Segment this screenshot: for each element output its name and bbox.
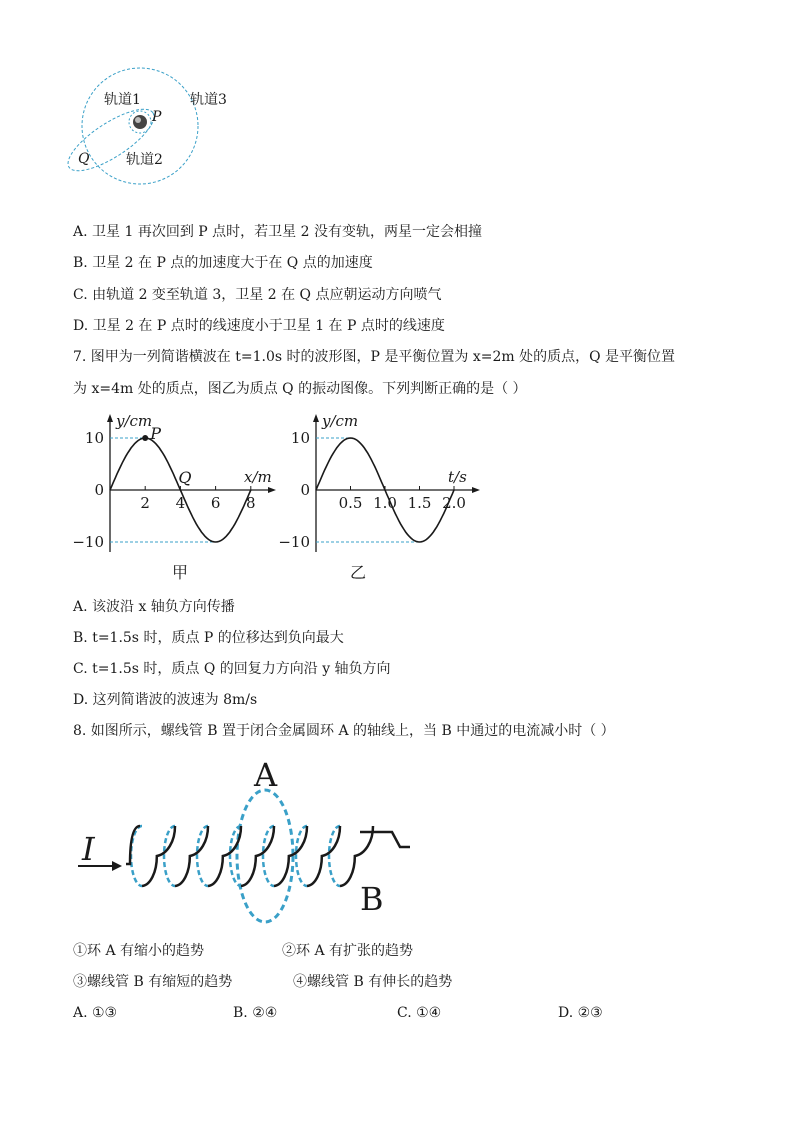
orbit-figure: [60, 60, 260, 190]
q7-stem-line1: 7. 图甲为一列简谐横波在 t=1.0s 时的波形图，P 是平衡位置为 x=2m 处的质点，Q 是平衡位置: [73, 349, 676, 365]
q7-option-d: D. 这列简谐波的波速为 8m/s: [73, 692, 258, 708]
current-i-label: I: [82, 830, 95, 868]
q8-statement-1: ①环 A 有缩小的趋势: [73, 943, 205, 959]
x-tick-label: 0.5: [338, 494, 363, 512]
x-tick-label: 1.0: [373, 494, 397, 512]
q8-choice-d: D. ②③: [558, 1005, 603, 1021]
point-q-label: Q: [178, 468, 192, 487]
solenoid-figure: [70, 752, 430, 922]
q6-option-c: C. 由轨道 2 变至轨道 3，卫星 2 在 Q 点应朝运动方向喷气: [73, 287, 442, 303]
x-axis-arrow: [268, 487, 276, 493]
q7-option-c: C. t=1.5s 时，质点 Q 的回复力方向沿 y 轴负方向: [73, 661, 391, 677]
x-tick-label: 1.5: [407, 494, 432, 512]
q8-statement-2: ②环 A 有扩张的趋势: [282, 943, 414, 959]
y-axis-label: y/cm: [322, 412, 359, 430]
y-tick-label: 10: [84, 429, 104, 447]
q8-stem: 8. 如图所示，螺线管 B 置于闭合金属圆环 A 的轴线上，当 B 中通过的电流减小时（ ）: [73, 723, 615, 739]
y-tick-label: −10: [72, 533, 104, 551]
orbit-3-label: 轨道3: [190, 92, 227, 108]
point-p-label: P: [152, 109, 162, 125]
x-tick-label: 8: [246, 494, 256, 512]
q7-stem-line2: 为 x=4m 处的质点，图乙为质点 Q 的振动图像。下列判断正确的是（ ）: [73, 381, 527, 397]
solenoid-b-label: B: [360, 880, 384, 918]
y-tick-label: 10: [290, 429, 310, 447]
point-p-marker: [142, 435, 148, 441]
y-tick-label: 0: [300, 481, 310, 499]
x-tick-label: 6: [210, 494, 221, 512]
y-axis-arrow: [107, 414, 113, 422]
coil-front-turn: [241, 826, 274, 886]
q8-choice-c: C. ①④: [397, 1005, 442, 1021]
orbit-2-label: 轨道2: [126, 152, 163, 168]
x-axis-label: x/m: [244, 468, 272, 486]
vibration-chart-yi: [278, 408, 493, 583]
y-tick-label: 0: [94, 481, 104, 499]
x-tick-label: 2.0: [442, 494, 466, 512]
q8-choice-b: B. ②④: [233, 1005, 278, 1021]
y-axis-label: y/cm: [116, 412, 153, 430]
x-tick-label: 2: [140, 494, 150, 512]
q8-statement-4: ④螺线管 B 有伸长的趋势: [293, 974, 453, 990]
wave-chart-jia: [72, 408, 290, 583]
current-arrow-head: [112, 861, 122, 871]
coil-front-turn: [340, 826, 373, 886]
y-tick-label: −10: [278, 533, 310, 551]
q6-option-d: D. 卫星 2 在 P 点时的线速度小于卫星 1 在 P 点时的线速度: [73, 318, 445, 334]
x-tick-label: 4: [175, 494, 186, 512]
x-axis-arrow: [472, 487, 480, 493]
coil-front-turn: [175, 826, 208, 886]
q8-statement-3: ③螺线管 B 有缩短的趋势: [73, 974, 233, 990]
q8-choice-a: A. ①③: [73, 1005, 118, 1021]
q7-option-a: A. 该波沿 x 轴负方向传播: [73, 599, 235, 615]
point-q-label: Q: [78, 151, 90, 167]
coil-front-turn: [142, 826, 175, 886]
solenoid-lead-in: [126, 826, 140, 864]
coil-front-turn: [307, 826, 340, 886]
y-axis-arrow: [313, 414, 319, 422]
q7-option-b: B. t=1.5s 时，质点 P 的位移达到负向最大: [73, 630, 344, 646]
chart-caption: 乙: [349, 563, 367, 582]
x-axis-label: t/s: [448, 468, 467, 486]
orbit-2-ellipse: [60, 99, 162, 182]
chart-caption: 甲: [171, 563, 189, 582]
ring-a-label: A: [254, 756, 278, 794]
orbit-1-label: 轨道1: [104, 92, 141, 108]
q6-option-b: B. 卫星 2 在 P 点的加速度大于在 Q 点的加速度: [73, 255, 373, 271]
q6-option-a: A. 卫星 1 再次回到 P 点时，若卫星 2 没有变轨，两星一定会相撞: [73, 224, 482, 240]
ring-a: [237, 790, 293, 922]
point-p-label: P: [150, 424, 161, 443]
